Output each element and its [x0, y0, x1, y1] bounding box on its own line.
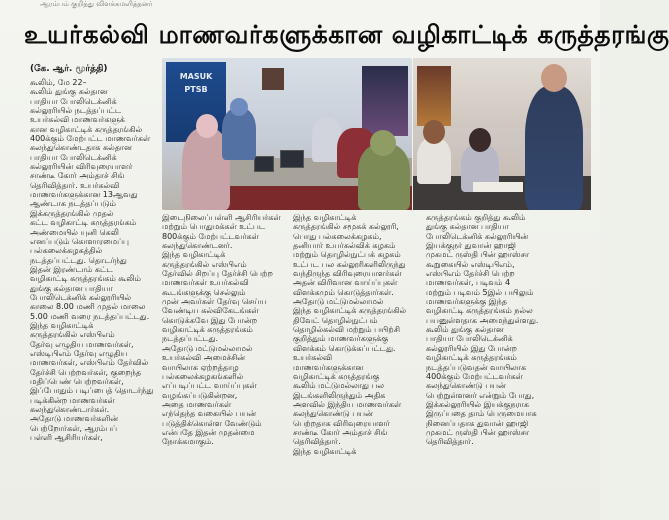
- event-photo-consultation: [413, 58, 591, 210]
- laptop-screen: [280, 150, 304, 168]
- student-seated-left: [417, 138, 451, 184]
- byline: (கே. ஆர். மூர்த்தி): [30, 64, 108, 74]
- article-column-3: இந்த வழிகாட்டிக் கருத்தரங்கில் சமூகக் கல்லூரி, பொது பல்கலைக்கழகம், தனியார் உயர்கல்விக் கழகம் மற்றும் தொழில்நுட்பக் கழகம் உட்பட பல கல்லூரிகளிலிருந்து வந்திருந்த விரிவுரையாளர்கள் அதன் விரிவான வாய்ப்புகள் விளக்கமும் கொடுத்தார்கள். அதோடு மட்டுமல்லாமல் இந்த வழிகாட்டிக் கருத்தரங்கில் திவேட் தொழில்நுட்பம் தொழில்கல்வி மற்றும் பயிற்சி குறித்தும் மாணவர்களுக்கு விளக்கம் கொடுக்கப்பட்டது. உயர்கல்வி மாணவர்களுக்கான வழிகாட்டிக் கருத்தரங்கு கூலிம் மட்டுமல்லாது பல இடங்களிலிருந்தும் அதிக அளவில் இந்திய மாணவர்கள் கலந்துகொண்டு பயன் பெற்றதாக விரிவுரையாளர் சாண்டீ கோர் அம்தாச் சிங் தெரிவித்தார். இந்த வழிகாட்டிக்: [293, 213, 407, 456]
- article-headline: உயர்கல்வி மாணவர்களுக்கான வழிகாட்டிக் கருத்தரங்கு: [24, 20, 669, 49]
- event-photo-registration: [162, 58, 412, 210]
- student-head-seated-center: [469, 128, 491, 152]
- student-head-green: [370, 130, 396, 156]
- previous-article-strip: ஆரம்பம் குறித்து விளக்கமளித்தனர்: [40, 0, 153, 8]
- article-column-4: கருத்தரங்கம் குறித்து கூலிம் துங்கு கல்தான பாதியா போலிடெக்னிக் கல்லூரியின் இயக்குநர் துவான் ஹாஜி முகமட் ருஸ்தி பின் ஹாஸ்சா கூறுகையில் எஸ்டிபிஎம், எஸ்பிஎம் தேர்ச்சி பெற்ற மாணவர்கள், படிவம் 4 மற்றும் படிவம் 5இல் பயிலும் மாணவர்களுக்கு இந்த வழிகாட்டி கருத்தரங்கம் நல்ல பயனுள்ளதாக அமைந்துள்ளது. கூலிம் துங்கு கல்தான பாதியா போலிடெக்னிக் கல்லூரியில் இது போன்ற வழிகாட்டிக் கருத்தரங்கம் நடத்தப்படுவதன் வாயிலாக 400க்கும் மேற்பட்டவர்கள் கலந்துகொண்டு பயன் பெற்றுள்ளனர் என்றும் போது, இக்கல்லூரியில் இயக்குநராக இருப்பதை தாம் பெருமையாக நினைப்பதாக துவான் ஹாஜி முகமட் ருஸ்தி பின் ஹாஸ்சா தெரிவித்தார்.: [426, 213, 539, 447]
- lecturer-head: [541, 64, 567, 92]
- sign-line-2: PTSB: [184, 85, 208, 94]
- laptop-screen-2: [254, 156, 274, 172]
- wall-poster-2: [362, 66, 408, 136]
- paperwork: [473, 182, 523, 192]
- sign-line-1: MASUK: [179, 72, 213, 81]
- article-column-1: கூலிம், மே 22– கூலிம் துங்கு கல்தான பாதியா போலிடெக்னிக் கல்லூரியில் நடத்தப்பட்ட உயர்கல்வி மாணவர்களுக் கான வழிகாட்டிக் கருத்தரங்கில் 400க்கும் மேற்பட்ட மாணவர்கள் கலந்துகொண்டதாக கல்தான பாதியா போலிடெக்னிக் கல்லூரியின் விரிவுரையாளர் சாண்டீ கோர் அம்தாச் சிங் தெரிவித்தார். உயர்கல்வி மாணவர்களுக்கான 13ஆவது ஆண்டாக நடத்தப்படும் இக்கருத்தரங்கில் முதல் கட்ட வழிகாட்டி கருத்தரங்கம் அண்மையில் யுனி கெலி எனப்படும் கொளாரமைப்பு பல்கலைக்கழகத்தில் நடத்தப்பட்டது. தொடர்ந்து இதன் இரண்டாம் கட்ட வழிகாட்டி கருத்தரங்கம் கூலிம் துங்கு கல்தான பாதியா போலிடெக்னிக் கல்லூரியில் காலை 8.00 மணி முதல் மாலை 5.00 மணி வரை நடத்தப்பட்டது. இந்த வழிகாட்டிக் கருத்தரங்கில் எஸ்பிஎம் தேர்வு எழுதிய மாணவர்கள், எஸ்டிபிஎம் தேர்வு எழுதிய மாணவர்கள், எஸ்பிஎம் தேர்வில் தேர்ச்சி பெற்றவர்கள், குறைந்த மதிப்பெண் பெற்றவர்கள், இப்போதும் படிப்பைத் தொடர்ந்து படிக்கின்ற மாணவர்கள் கலந்துகொண்டார்கள். அதோடு மாணவர்களின் பெற்றோர்கள், ஆரம்பப் பள்ளி ஆசிரியர்கள்,: [30, 78, 154, 443]
- wall-poster: [262, 68, 284, 90]
- lecturer-standing: [525, 86, 583, 210]
- banner-left: [417, 66, 451, 126]
- article-column-2: இடைநிலைப்பள்ளி ஆசிரியர்கள் மற்றும் பொதுமக்கள் உட்பட 800க்கும் மேற்பட்டவர்கள் கலந்துகொண்டனர். இந்த வழிகாட்டிக் கருத்தரங்கில் எஸ்பிஎம் தேர்வில் சிறப்பு தேர்ச்சி பெற்ற மாணவர்கள் உயர்கல்வி கூடங்களுக்கு செல்லும் முன் அவர்கள் தேர்வு செய்ய வேண்டிய கல்விகேடங்கள் கொடுக்கவே இது போன்ற வழிகாட்டிக் கருத்தரங்கம் நடத்தப்பட்டது. அதோடு மட்டுமல்லாமல் உயர்கல்வி அமைச்சின் வாயிலாக ஏற்றத்தாழ பல்கலைக்கழகங்களில் எப்படிப்பட்ட வாய்ப்புகள் வழங்கப்படுகின்றன, அதை மாணவர்கள் எந்தெந்த வகையில் பயன் படுத்திக்கொள்ள வேண்டும் என்பதே இதன் முதன்மை நோக்கமாகும்.: [162, 213, 281, 447]
- student-head-blue: [230, 98, 248, 116]
- student-head-seated-left: [423, 120, 445, 144]
- student-head-left: [196, 114, 218, 138]
